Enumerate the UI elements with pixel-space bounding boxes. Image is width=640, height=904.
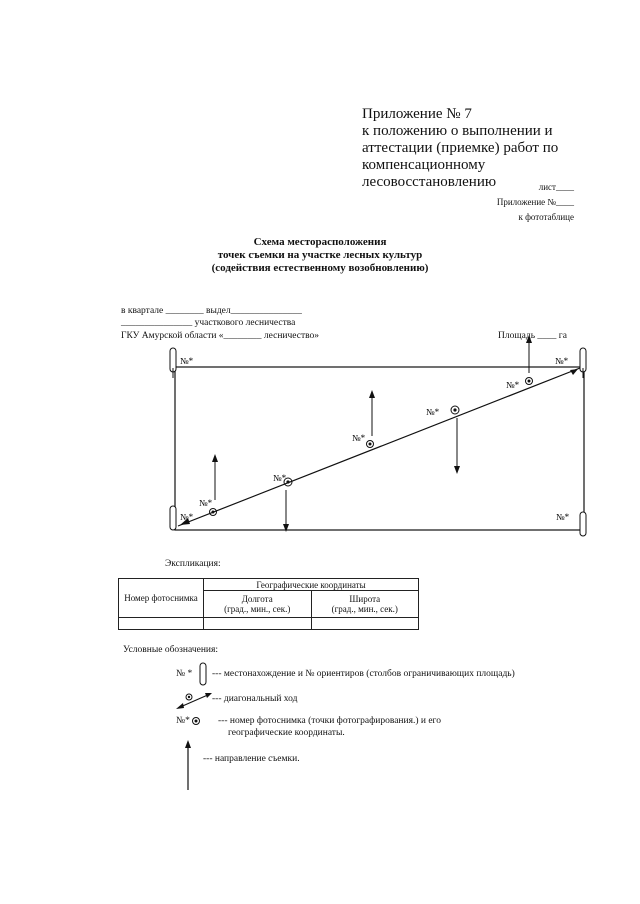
post-icon-bl	[170, 506, 176, 530]
sheet-number: лист____	[538, 182, 574, 192]
district-line: _______________ участкового лесничества	[121, 318, 296, 328]
table-cell	[119, 617, 204, 629]
legend-title: Условные обозначения:	[123, 645, 219, 655]
point-label-5: №*	[506, 380, 520, 390]
latitude-unit: (град., мин., сек.)	[331, 603, 398, 614]
point-label-1: №*	[199, 498, 213, 508]
point-label-3: №*	[352, 433, 366, 443]
corner-label-tr: №*	[555, 356, 569, 366]
legend-diagonal-text: --- диагональный ход	[212, 694, 298, 704]
legend-photo-mark: №*	[176, 716, 190, 726]
longitude-unit: (град., мин., сек.)	[224, 603, 291, 614]
table-cell	[204, 617, 312, 629]
corner-label-tl: №*	[180, 356, 194, 366]
point-label-2: №*	[273, 473, 287, 483]
table-cell	[311, 617, 419, 629]
appendix-number: Приложение №____	[496, 197, 574, 207]
photo-point-icon-5	[526, 378, 533, 385]
title-line-2: точек съемки на участке лесных культур	[217, 249, 423, 261]
explication-label: Экспликация:	[165, 559, 221, 569]
latitude-label: Широта	[349, 593, 381, 604]
photo-point-icon-4	[451, 406, 459, 414]
appendix-line-1: Приложение № 7	[362, 106, 472, 122]
photo-point-icon-1	[210, 509, 217, 516]
col-geo-coords: Географические координаты	[204, 579, 419, 591]
corner-label-bl: №*	[180, 512, 194, 522]
photo-point-icon-3	[367, 441, 374, 448]
longitude-label: Долгота	[241, 593, 273, 604]
point-label-4: №*	[426, 407, 440, 417]
legend-post-icon	[200, 663, 206, 685]
post-icon-br	[580, 512, 586, 536]
legend-photo-point-icon	[193, 718, 200, 725]
appendix-line-4: компенсационному	[362, 157, 486, 173]
photo-table-ref: к фототаблице	[518, 212, 574, 222]
appendix-line-3: аттестации (приемке) работ по	[362, 140, 559, 156]
legend-post-text: --- местонахождение и № ориентиров (столбов ограничивающих площадь)	[212, 669, 515, 679]
legend-post-mark: № *	[176, 669, 193, 679]
gku-line: ГКУ Амурской области «________ лесничество»	[121, 331, 320, 341]
title-line-1: Схема месторасположения	[253, 236, 387, 248]
col-latitude	[311, 591, 419, 618]
coordinates-table	[118, 578, 419, 630]
appendix-line-2: к положению о выполнении и	[362, 123, 553, 139]
legend-direction-text: --- направление съемки.	[203, 754, 300, 764]
corner-label-br: №*	[556, 512, 570, 522]
quarter-line: в квартале ________ выдел_______________	[121, 306, 302, 316]
col-longitude	[204, 591, 312, 618]
area-line: Площадь ____ га	[498, 331, 567, 341]
title-line-3: (содействия естественному возобновлению)	[211, 262, 429, 274]
diagonal-traverse	[178, 368, 580, 526]
col-photo-number: Номер фотоснимка	[119, 579, 204, 618]
post-icon-tr	[580, 348, 586, 378]
legend-photo-text-2: географические координаты.	[228, 728, 345, 738]
legend-diagonal-icon	[176, 693, 212, 709]
appendix-line-5: лесовосстановлению	[362, 174, 497, 190]
plot-boundary	[175, 367, 584, 530]
legend-photo-text-1: --- номер фотоснимка (точки фотографирования.) и его	[218, 716, 441, 726]
